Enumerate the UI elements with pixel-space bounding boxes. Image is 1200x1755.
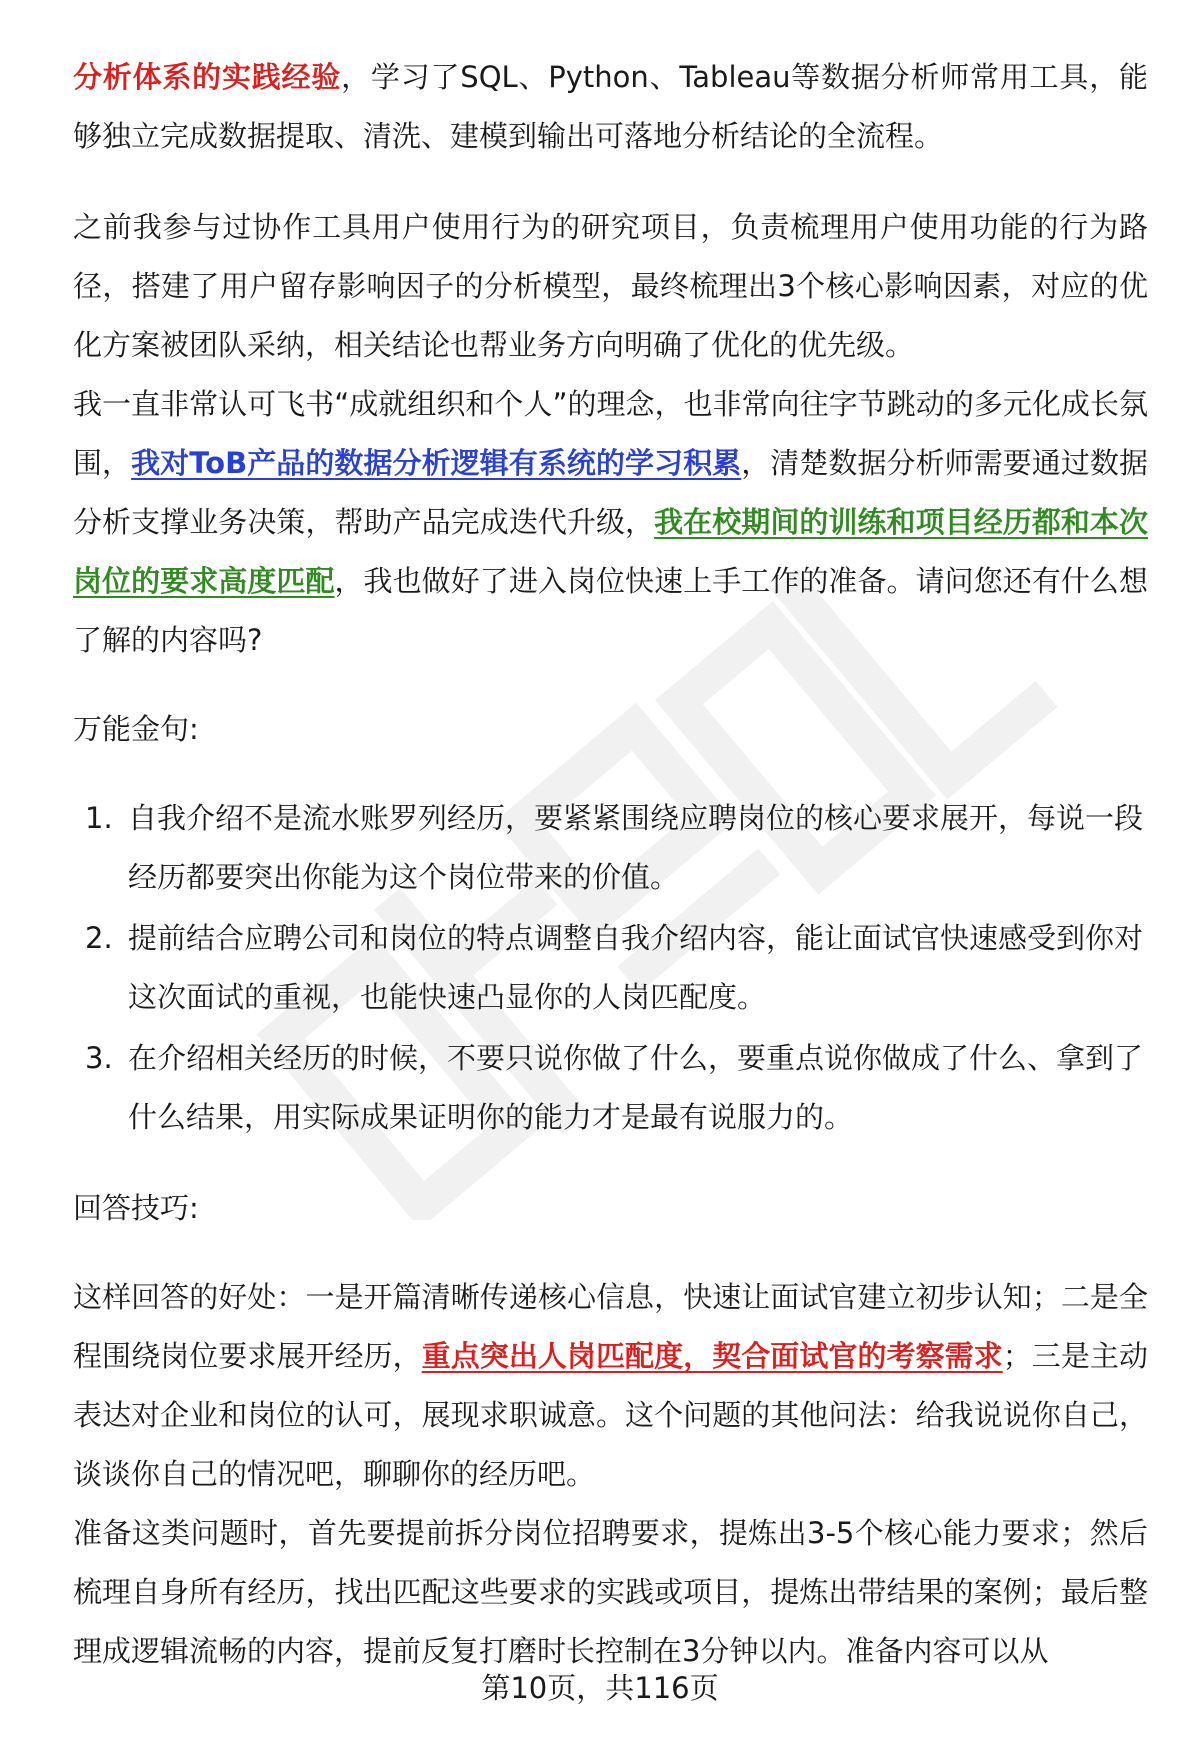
paragraph-motivation	[73, 375, 1148, 670]
paragraph-text: 这样回答的好处：一是开篇清晰传递核心信息，快速让面试官建立初步认知；二是全程围绕岗位要求展开经历，	[73, 1280, 1148, 1373]
page-number-footer: 第10页，共116页	[481, 1671, 719, 1705]
highlight-experience-match: 我在校期间的训练和项目经历都和本次岗位的要求高度匹配	[73, 505, 1148, 598]
list-number: 2.	[85, 921, 113, 955]
list-item	[73, 1029, 1148, 1147]
paragraph-preparation: 准备这类问题时，首先要提前拆分岗位招聘要求，提炼出3-5个核心能力要求；然后梳理自身所有经历，找出匹配这些要求的实践或项目，提炼出带结果的案例；最后整理成逻辑流畅的内容，提前反复打磨时长控制在3分钟以内。准备内容可以从	[73, 1516, 1148, 1668]
list-item	[73, 909, 1148, 1027]
list-item-text: 自我介绍不是流水账罗列经历，要紧紧围绕应聘岗位的核心要求展开，每说一段经历都要突出你能为这个岗位带来的价值。	[128, 801, 1144, 894]
paragraph-benefits	[73, 1268, 1148, 1504]
document-body	[73, 48, 1148, 1681]
paragraph-project: 之前我参与过协作工具用户使用行为的研究项目，负责梳理用户使用功能的行为路径，搭建了用户留存影响因子的分析模型，最终梳理出3个核心影响因素，对应的优化方案被团队采纳，相关结论也帮业务方向明确了优化的优先级。	[73, 210, 1148, 362]
golden-sentences-list	[73, 789, 1148, 1147]
list-number: 1.	[85, 801, 113, 835]
paragraph-text: ；三是主动表达对企业和岗位的认可，展现求职诚意。这个问题的其他问法：给我说说你自己，谈谈你自己的情况吧，聊聊你的经历吧。	[73, 1339, 1148, 1491]
highlight-practice-experience: 分析体系的实践经验	[73, 60, 342, 94]
section-title-golden-sentences: 万能金句:	[73, 712, 199, 746]
paragraph-text: ，清楚数据分析师需要通过数据分析支撑业务决策，帮助产品完成迭代升级，	[73, 446, 1148, 539]
list-item	[73, 789, 1148, 907]
highlight-person-job-fit: 重点突出人岗匹配度，契合面试官的考察需求	[421, 1339, 1003, 1373]
paragraph-text: ，学习了SQL、Python、Tableau等数据分析师常用工具，能够独立完成数据提取、清洗、建模到输出可落地分析结论的全流程。	[73, 60, 1148, 153]
paragraph-text: ，我也做好了进入岗位快速上手工作的准备。请问您还有什么想了解的内容吗?	[73, 564, 1148, 657]
paragraph-tools	[73, 48, 1148, 166]
list-number: 3.	[85, 1041, 113, 1075]
list-item-text: 提前结合应聘公司和岗位的特点调整自我介绍内容，能让面试官快速感受到你对这次面试的重视，也能快速凸显你的人岗匹配度。	[128, 921, 1144, 1014]
list-item-text: 在介绍相关经历的时候，不要只说你做了什么，要重点说你做成了什么、拿到了什么结果，用实际成果证明你的能力才是最有说服力的。	[128, 1041, 1144, 1134]
highlight-tob-learning: 我对ToB产品的数据分析逻辑有系统的学习积累	[131, 446, 742, 480]
section-title-answer-tips: 回答技巧:	[73, 1191, 199, 1225]
paragraph-text: 我一直非常认可飞书“成就组织和个人”的理念，也非常向往字节跳动的多元化成长氛围，	[73, 387, 1148, 480]
